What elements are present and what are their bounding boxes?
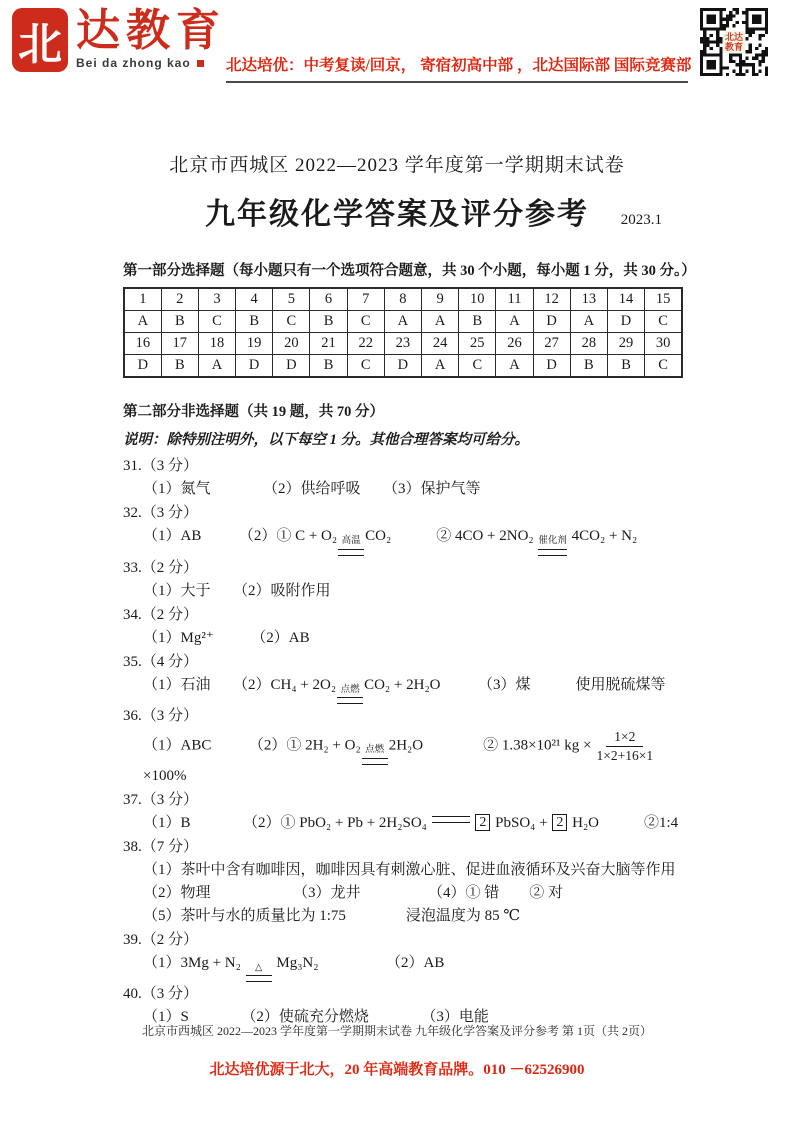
reaction-condition-equals: 点燃 (337, 686, 363, 705)
table-cell: 28 (570, 333, 607, 355)
table-cell: 27 (533, 333, 570, 355)
answer-line: （1）茶叶中含有咖啡因，咖啡因具有刺激心脏、促进血液循环及兴奋大脑等作用 (143, 861, 676, 878)
table-cell: 26 (496, 333, 533, 355)
table-cell: 4 (236, 288, 273, 311)
table-cell: C (198, 311, 235, 333)
table-cell: 2 (161, 288, 198, 311)
table-cell: B (161, 355, 198, 378)
table-cell: A (570, 311, 607, 333)
table-cell: A (422, 311, 459, 333)
letterhead (0, 0, 794, 100)
logo-text-block (76, 5, 226, 70)
table-row (124, 333, 682, 355)
table-cell: D (124, 355, 161, 378)
table-row (124, 288, 682, 311)
beida-logo (12, 5, 226, 72)
table-cell: A (496, 311, 533, 333)
table-cell: 14 (607, 288, 644, 311)
header-slogan: 北达培优：中考复读/回京， 寄宿初高中部 ，北达国际部 国际竞赛部 (226, 53, 688, 83)
table-cell: C (347, 355, 384, 378)
exam-date: 2023.1 (620, 212, 662, 228)
table-cell: 16 (124, 333, 161, 355)
question-number: 40.（3 分） (123, 986, 199, 1003)
table-cell: D (533, 311, 570, 333)
table-cell: 7 (347, 288, 384, 311)
subject-title-row (0, 189, 794, 233)
question-block (123, 604, 694, 650)
table-cell: 25 (459, 333, 496, 355)
table-cell: B (236, 311, 273, 333)
table-cell: 3 (198, 288, 235, 311)
table-cell: C (273, 311, 310, 333)
answer-line: （1）AB （2）① C + O₂ 高温 CO₂ ② 4CO + 2NO₂ 催化剂 4CO₂ + N₂ (143, 525, 694, 556)
table-cell: D (533, 355, 570, 378)
reaction-condition-equals (432, 816, 470, 823)
grading-note: 说明：除特别注明外，以下每空 1 分。其他合理答案均可给分。 (123, 432, 529, 448)
logo-subtext: Bei da zhong kao (76, 56, 226, 70)
table-cell: D (607, 311, 644, 333)
answer-line: （2）物理 （3）龙井 （4）① 错 ② 对 (143, 884, 564, 901)
logo-seal-icon: 北 (12, 8, 68, 72)
question-number: 33.（2 分） (123, 559, 199, 576)
question-number: 34.（2 分） (123, 606, 199, 623)
qr-center-label: 北达教育 (724, 32, 743, 52)
table-cell: A (124, 311, 161, 333)
brand-footer: 北达培优源于北大，20 年高端教育品牌。010 －62526900 (209, 1062, 585, 1078)
table-cell: A (422, 355, 459, 378)
table-cell: 19 (236, 333, 273, 355)
table-cell: 15 (645, 288, 682, 311)
question-number: 38.（7 分） (123, 838, 199, 855)
question-block (123, 651, 694, 705)
reaction-condition-equals: 高温 (338, 537, 364, 556)
table-cell: 13 (570, 288, 607, 311)
answer-line: （1）Mg²⁺ （2）AB (143, 629, 310, 646)
table-cell: D (273, 355, 310, 378)
answer-line: （1）氮气 （2）供给呼吸 （3）保护气等 (143, 481, 481, 497)
answer-line: （1）大于 （2）吸附作用 (143, 582, 331, 599)
table-cell: 8 (384, 288, 421, 311)
table-cell: D (236, 355, 273, 378)
exam-title: 北京市西城区 2022—2023 学年度第一学期期末试卷 (169, 155, 625, 176)
answer-table (123, 287, 683, 378)
question-block (123, 789, 694, 835)
table-cell: B (310, 311, 347, 333)
table-cell: 23 (384, 333, 421, 355)
question-block (123, 705, 694, 788)
table-cell: 20 (273, 333, 310, 355)
table-row (124, 311, 682, 333)
answer-content (123, 259, 694, 1029)
table-cell: C (459, 355, 496, 378)
table-cell: B (161, 311, 198, 333)
table-cell: B (607, 355, 644, 378)
qr-code (700, 8, 768, 76)
table-cell: 22 (347, 333, 384, 355)
table-cell: 5 (273, 288, 310, 311)
table-cell: C (645, 355, 682, 378)
fraction: $\frac{1\times 2}{1\times 2+16\times 1}$ (596, 729, 654, 763)
question-block (123, 557, 694, 603)
table-cell: D (384, 355, 421, 378)
question-number: 37.（3 分） (123, 791, 199, 808)
question-block (123, 455, 694, 501)
question-number: 32.（3 分） (123, 505, 199, 521)
questions-list (123, 455, 694, 1029)
question-block (123, 502, 694, 556)
answer-line: （1）ABC （2）① 2H₂ + O₂ 点燃 2H₂O ② 1.38×10²¹ kg × $\frac{1\times 2}{1\times 2+16\times 1}$ ×100% (143, 729, 662, 784)
subject-title: 九年级化学答案及评分参考 (205, 198, 589, 231)
table-cell: 18 (198, 333, 235, 355)
reaction-condition-equals: △ (246, 964, 272, 983)
table-cell: 29 (607, 333, 644, 355)
boxed-coefficient: 2 (475, 814, 490, 831)
question-block (123, 836, 694, 928)
question-number: 39.（2 分） (123, 931, 199, 948)
table-cell: A (384, 311, 421, 333)
logo-brand-text: 达教育 (76, 5, 226, 56)
table-cell: 10 (459, 288, 496, 311)
table-cell: 21 (310, 333, 347, 355)
table-cell: 9 (422, 288, 459, 311)
question-number: 35.（4 分） (123, 653, 199, 670)
table-cell: B (459, 311, 496, 333)
table-cell: 6 (310, 288, 347, 311)
answer-line: （1）S （2）使硫充分燃烧 （3）电能 (143, 1009, 489, 1026)
part2-heading: 第二部分非选择题（共 19 题，共 70 分） (123, 404, 384, 420)
table-row (124, 355, 682, 378)
red-square-icon (197, 60, 204, 67)
table-cell: A (496, 355, 533, 378)
table-cell: 17 (161, 333, 198, 355)
reaction-condition-equals: 点燃 (362, 746, 388, 765)
table-cell: C (347, 311, 384, 333)
table-cell: 24 (422, 333, 459, 355)
table-cell: 30 (645, 333, 682, 355)
answer-line: （1）3Mg + N₂ △ Mg₃N₂ （2）AB (143, 952, 694, 983)
table-cell: 11 (496, 288, 533, 311)
table-cell: B (310, 355, 347, 378)
boxed-coefficient: 2 (552, 814, 567, 831)
question-block (123, 929, 694, 983)
answer-line: （5）茶叶与水的质量比为 1:75 浸泡温度为 85 ℃ (143, 907, 521, 924)
reaction-condition-equals: 催化剂 (538, 537, 567, 556)
question-number: 31.（3 分） (123, 458, 199, 474)
table-cell: 1 (124, 288, 161, 311)
answer-line: （1）B （2）① PbO₂ + Pb + 2H₂SO₄ 2 PbSO₄ + 2 H₂O ②1:4 (143, 814, 679, 831)
table-cell: C (645, 311, 682, 333)
table-cell: B (570, 355, 607, 378)
question-number: 36.（3 分） (123, 708, 199, 724)
table-cell: 12 (533, 288, 570, 311)
part1-heading: 第一部分选择题（每小题只有一个选项符合题意，共 30 个小题，每小题 1 分，共 30 分。） (123, 263, 696, 279)
answer-line: （1）石油 （2）CH₄ + 2O₂ 点燃 CO₂ + 2H₂O （3）煤 使用脱硫煤等 (143, 674, 694, 705)
page-footer: 北京市西城区 2022—2023 学年度第一学期期末试卷 九年级化学答案及评分参考 第 1页（共 2页） (141, 1024, 652, 1038)
table-cell: A (198, 355, 235, 378)
